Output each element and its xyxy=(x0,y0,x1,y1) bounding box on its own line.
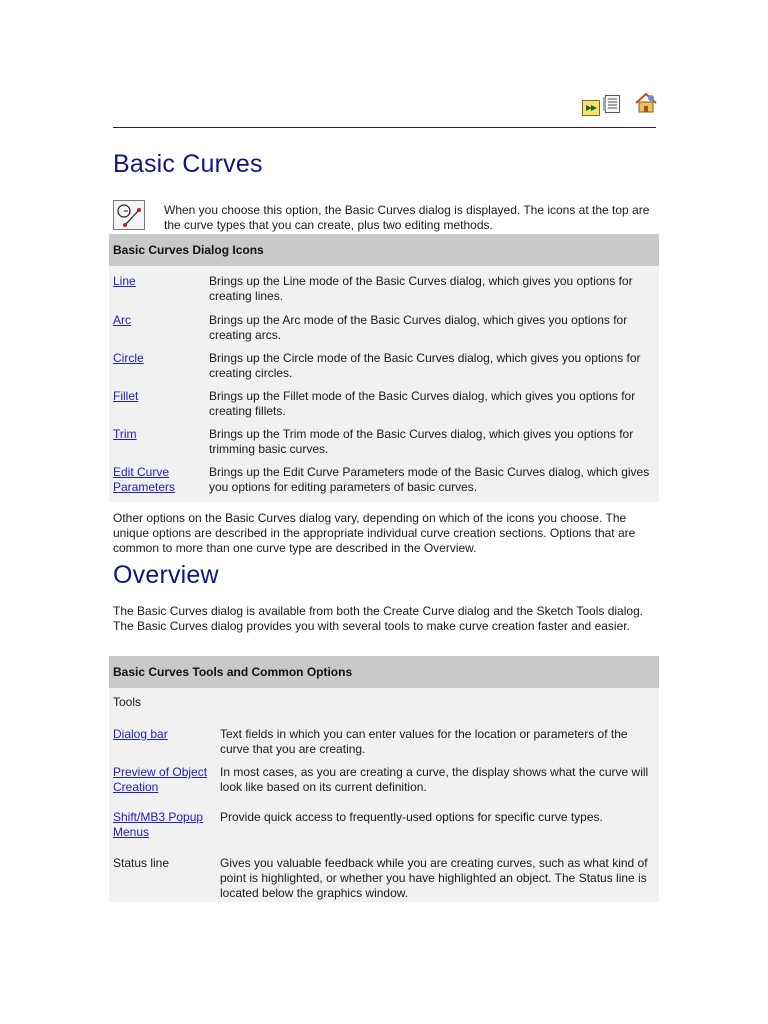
tools-table xyxy=(109,656,659,902)
options-paragraph: Other options on the Basic Curves dialog vary, depending on which of the icons you choose. The unique options are described in the appropriate individual curve creation sections. Options that are common to more than one curve type are described in the Overview. xyxy=(113,511,636,555)
preview-of-object-creation-link[interactable]: Preview of Object Creation xyxy=(113,765,208,794)
table-header: Basic Curves Dialog Icons xyxy=(109,234,659,266)
row-description: Brings up the Arc mode of the Basic Curves dialog, which gives you options for creating arcs. xyxy=(209,313,628,342)
row-description: Provide quick access to frequently-used options for specific curve types. xyxy=(220,810,603,824)
row-description: Brings up the Circle mode of the Basic Curves dialog, which gives you options for creating circles. xyxy=(209,351,641,380)
row-description: In most cases, as you are creating a curve, the display shows what the curve will look like based on its current definition. xyxy=(220,765,649,794)
contents-icon[interactable] xyxy=(602,94,622,114)
header-divider xyxy=(113,127,656,128)
page-title: Basic Curves xyxy=(113,150,263,178)
intro-paragraph: When you choose this option, the Basic Curves dialog is displayed. The icons at the top are the curve types that you can create, plus two editing methods. xyxy=(164,203,650,232)
row-description: Brings up the Trim mode of the Basic Curves dialog, which gives you options for trimming basic curves. xyxy=(209,427,634,456)
fillet-link[interactable]: Fillet xyxy=(113,389,139,403)
dialog-icons-table xyxy=(109,234,659,502)
header-nav-icons xyxy=(580,92,660,120)
dialog-bar-link[interactable]: Dialog bar xyxy=(113,727,168,741)
circle-link[interactable]: Circle xyxy=(113,351,144,365)
tools-label: Tools xyxy=(113,695,142,709)
shift-mb3-popup-menus-link[interactable]: Shift/MB3 Popup Menus xyxy=(113,810,204,839)
row-description: Brings up the Fillet mode of the Basic Curves dialog, which gives you options for creating fillets. xyxy=(209,389,636,418)
row-description: Brings up the Line mode of the Basic Curves dialog, which gives you options for creating lines. xyxy=(209,274,633,303)
overview-title: Overview xyxy=(113,561,219,589)
overview-paragraph: The Basic Curves dialog is available from both the Create Curve dialog and the Sketch Tools dialog. The Basic Curves dialog provides you with several tools to make curve creation faster and easier. xyxy=(113,604,644,633)
row-description: Gives you valuable feedback while you are creating curves, such as what kind of point is highlighted, or whether you have highlighted an object. The Status line is located below the graphics window. xyxy=(220,856,648,900)
status-line-label: Status line xyxy=(113,856,170,870)
row-description: Brings up the Edit Curve Parameters mode of the Basic Curves dialog, which gives you options for editing parameters of basic curves. xyxy=(209,465,650,494)
home-icon[interactable] xyxy=(634,92,658,114)
basic-curves-icon xyxy=(113,200,145,230)
line-link[interactable]: Line xyxy=(113,274,136,288)
trim-link[interactable]: Trim xyxy=(113,427,137,441)
edit-curve-parameters-link[interactable]: Edit Curve Parameters xyxy=(113,465,176,494)
row-description: Text fields in which you can enter values for the location or parameters of the curve that you are creating. xyxy=(220,727,628,756)
arc-link[interactable]: Arc xyxy=(113,313,131,327)
back-icon[interactable] xyxy=(582,100,600,116)
table-header: Basic Curves Tools and Common Options xyxy=(109,656,659,688)
